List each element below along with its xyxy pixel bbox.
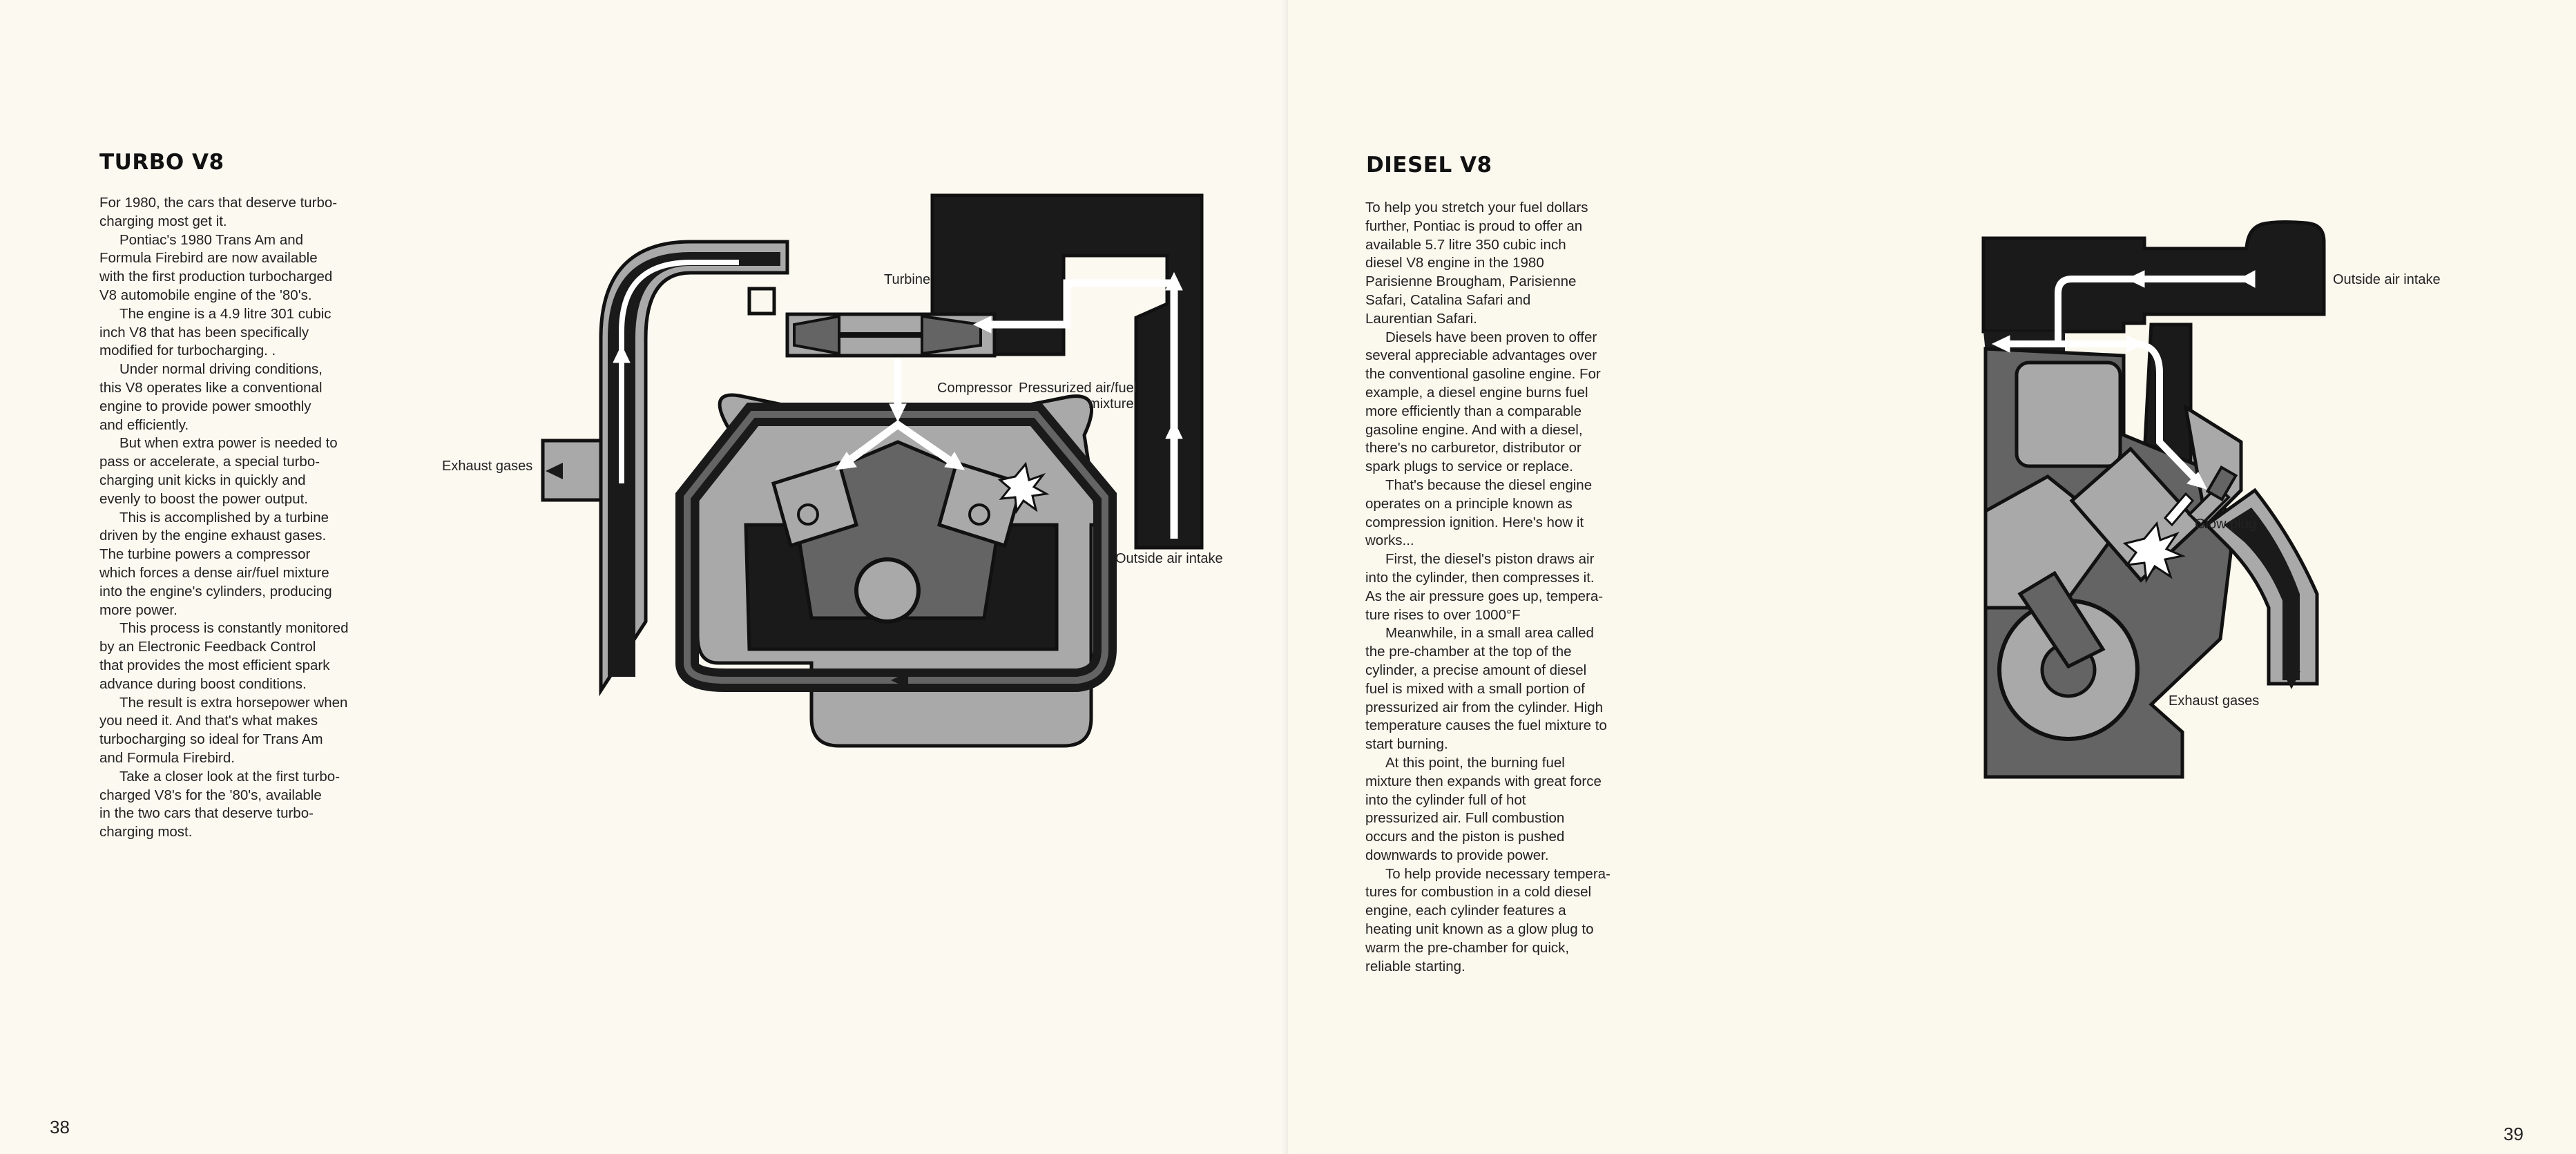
body-line: ture rises to over 1000°F	[1365, 606, 1521, 623]
body-line: with the first production turbocharged	[99, 269, 333, 285]
body-line: warm the pre-chamber for quick,	[1365, 939, 1570, 956]
diesel-v8-body	[1365, 199, 1611, 976]
body-line: The engine is a 4.9 litre 301 cubic	[119, 305, 331, 322]
body-line: driven by the engine exhaust gases.	[99, 528, 327, 544]
body-line: that provides the most efficient spark	[99, 657, 330, 673]
body-line: into the engine's cylinders, producing	[99, 583, 332, 599]
body-line: by an Electronic Feedback Control	[99, 639, 316, 655]
body-line: Safari, Catalina Safari and	[1365, 291, 1531, 308]
body-line: charging unit kicks in quickly and	[99, 472, 306, 488]
body-line: further, Pontiac is proud to offer an	[1365, 218, 1583, 234]
body-line: the pre-chamber at the top of the	[1365, 644, 1572, 660]
body-line: into the cylinder full of hot	[1365, 791, 1526, 808]
body-line: engine, each cylinder features a	[1365, 903, 1566, 919]
body-line: That's because the diesel engine	[1385, 477, 1593, 493]
body-line: To help you stretch your fuel dollars	[1365, 200, 1588, 215]
body-line: For 1980, the cars that deserve turbo-	[99, 195, 338, 211]
body-line: modified for turbocharging. .	[99, 343, 276, 359]
body-line: V8 automobile engine of the '80's.	[99, 287, 312, 303]
body-line: fuel is mixed with a small portion of	[1365, 680, 1585, 697]
label-diesel-outside-air-intake: Outside air intake	[2333, 272, 2441, 287]
body-line: downwards to provide power.	[1365, 847, 1549, 863]
body-line: in the two cars that deserve turbo-	[99, 805, 314, 822]
body-line: into the cylinder, then compresses it.	[1365, 569, 1595, 586]
body-line: spark plugs to service or replace.	[1365, 459, 1573, 475]
body-line: which forces a dense air/fuel mixture	[99, 564, 329, 581]
body-line: this V8 operates like a conventional	[99, 379, 323, 396]
body-line: several appreciable advantages over	[1365, 347, 1597, 364]
page-number-39: 39	[2503, 1124, 2524, 1144]
engine-block	[698, 395, 1098, 746]
body-line: advance during boost conditions.	[99, 675, 307, 692]
body-line: turbocharging so ideal for Trans Am	[99, 731, 323, 748]
body-line: Diesels have been proven to offer	[1385, 329, 1597, 345]
body-line: start burning.	[1365, 736, 1448, 753]
body-line: and Formula Firebird.	[99, 749, 235, 766]
body-line: pressurized air from the cylinder. High	[1365, 699, 1604, 715]
body-line: pass or accelerate, a special turbo-	[99, 454, 320, 470]
body-line: available 5.7 litre 350 cubic inch	[1365, 236, 1566, 253]
body-line: and efficiently.	[99, 416, 189, 433]
body-line: This process is constantly monitored	[119, 620, 349, 637]
body-line: example, a diesel engine burns fuel	[1365, 384, 1588, 401]
body-line: tures for combustion in a cold diesel	[1365, 884, 1592, 901]
body-line: charging most get it.	[99, 213, 227, 229]
body-line: evenly to boost the power output.	[99, 490, 309, 507]
body-line: Formula Firebird are now available	[99, 250, 318, 267]
diesel-cylinder-bank	[1983, 331, 2241, 777]
body-line: heating unit known as a glow plug to	[1365, 921, 1594, 938]
label-exhaust-gases: Exhaust gases	[442, 459, 533, 474]
label-turbine: Turbine	[884, 272, 931, 287]
body-line: operates on a principle known as	[1365, 495, 1573, 512]
body-line: As the air pressure goes up, tempera-	[1365, 588, 1604, 604]
body-line: The turbine powers a compressor	[99, 546, 311, 563]
body-line: compression ignition. Here's how it	[1365, 514, 1584, 530]
label-glow-plug: Glow plug	[2195, 517, 2256, 532]
body-line: works...	[1365, 532, 1414, 549]
body-line: occurs and the piston is pushed	[1365, 829, 1565, 845]
body-line: gasoline engine. And with a diesel,	[1365, 421, 1583, 438]
body-line: The result is extra horsepower when	[119, 694, 348, 711]
diesel-v8-engine-diagram	[1861, 193, 2386, 787]
body-line: Take a closer look at the first turbo-	[119, 768, 340, 785]
body-line: To help provide necessary tempera-	[1385, 865, 1611, 882]
body-line: you need it. And that's what makes	[99, 713, 318, 729]
body-line: At this point, the burning fuel	[1385, 754, 1565, 771]
label-pressurized-1: Pressurized air/fuel	[1019, 381, 1137, 396]
body-line: there's no carburetor, distributor or	[1365, 440, 1582, 456]
body-line: inch V8 that has been specifically	[99, 324, 309, 340]
body-line: reliable starting.	[1365, 958, 1465, 974]
body-line: charging most.	[99, 824, 193, 840]
label-diesel-exhaust-gases: Exhaust gases	[2169, 693, 2260, 709]
body-line: This is accomplished by a turbine	[119, 509, 329, 526]
label-compressor: Compressor	[937, 381, 1012, 396]
body-line: more efficiently than a comparable	[1365, 403, 1582, 419]
body-line: diesel V8 engine in the 1980	[1365, 255, 1544, 271]
page-39	[1288, 0, 2576, 1154]
body-line: Parisienne Brougham, Parisienne	[1365, 273, 1577, 290]
body-line: engine to provide power smoothly	[99, 398, 311, 414]
body-line: charged V8's for the '80's, available	[99, 787, 322, 803]
body-line: Under normal driving conditions,	[119, 361, 323, 378]
turbo-v8-engine-diagram	[525, 186, 1222, 760]
body-line: pressurized air. Full combustion	[1365, 810, 1565, 827]
body-line: mixture then expands with great force	[1365, 773, 1602, 789]
body-line: more power.	[99, 602, 177, 618]
crankshaft	[856, 559, 919, 622]
page-number-38: 38	[50, 1117, 70, 1137]
body-line: Laurentian Safari.	[1365, 310, 1477, 327]
turbo-v8-heading: TURBO V8	[99, 150, 224, 175]
body-line: temperature causes the fuel mixture to	[1365, 718, 1607, 734]
body-line: the conventional gasoline engine. For	[1365, 366, 1601, 383]
body-line: Pontiac's 1980 Trans Am and	[119, 231, 304, 248]
body-line: cylinder, a precise amount of diesel	[1365, 662, 1587, 678]
turbo-v8-body	[99, 194, 349, 842]
label-outside-air-intake: Outside air intake	[1115, 551, 1223, 566]
diesel-v8-heading: DIESEL V8	[1366, 153, 1492, 177]
body-line: Meanwhile, in a small area called	[1385, 625, 1594, 642]
body-line: First, the diesel's piston draws air	[1385, 551, 1595, 568]
body-line: But when extra power is needed to	[119, 435, 338, 452]
label-pressurized-2: mixture	[1088, 396, 1134, 412]
